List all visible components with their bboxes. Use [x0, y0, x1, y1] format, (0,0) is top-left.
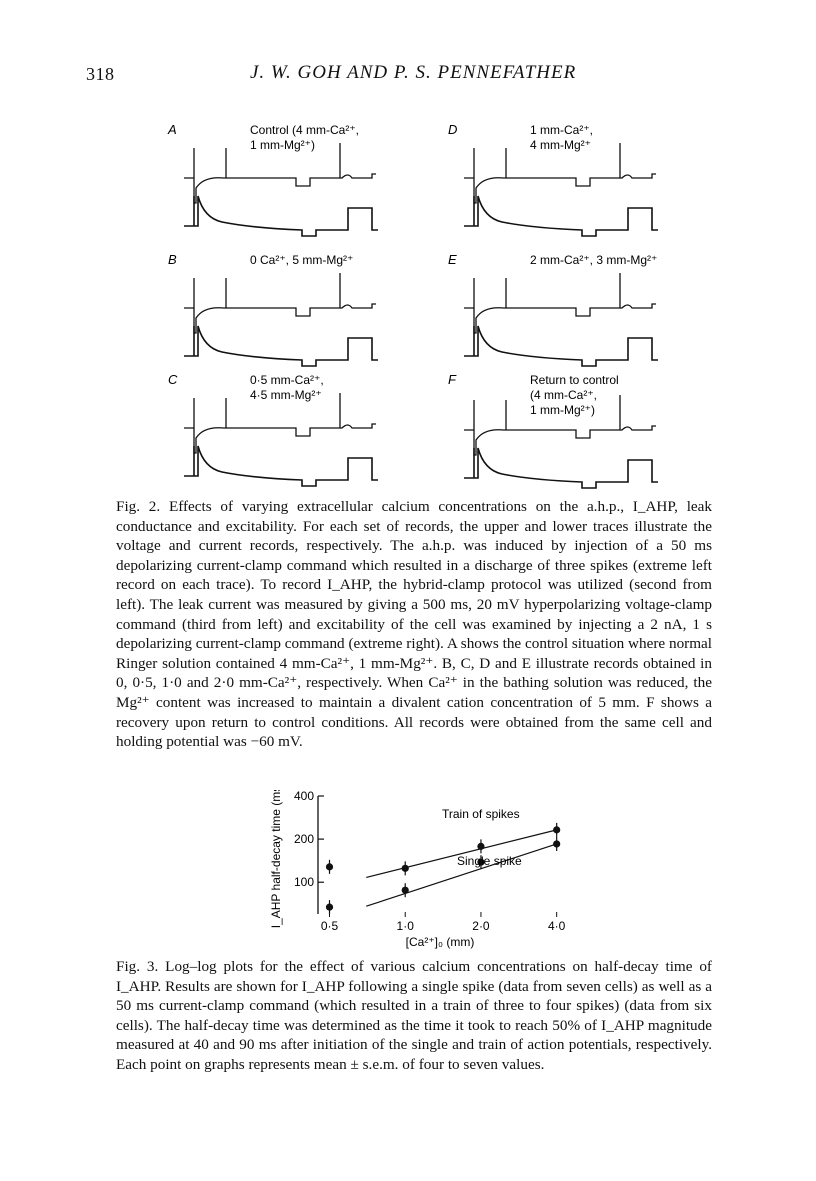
panel-label-line: Control (4 mm-Ca²⁺, — [250, 123, 360, 137]
voltage-trace — [184, 393, 376, 453]
x-tick-label: 4·0 — [547, 919, 566, 933]
panel-label-line: 1 mm-Mg²⁺) — [250, 138, 315, 152]
panel-letter: D — [448, 122, 458, 137]
voltage-trace — [184, 273, 376, 333]
panel-c — [168, 372, 378, 486]
data-point — [553, 840, 560, 847]
current-trace — [464, 326, 658, 366]
page-number: 318 — [86, 64, 115, 84]
chart-axes — [269, 790, 566, 949]
data-point — [326, 863, 333, 870]
figure-2 — [160, 120, 680, 490]
current-trace — [184, 196, 378, 236]
y-tick-label: 400 — [293, 790, 314, 803]
panel-label-line: Return to control — [530, 373, 619, 387]
current-trace — [184, 326, 378, 366]
panel-letter: A — [168, 122, 177, 137]
figure-3-chart — [262, 790, 582, 955]
panel-e — [448, 252, 658, 366]
panel-letter: E — [448, 252, 457, 267]
voltage-trace — [464, 143, 656, 203]
panel-letter: B — [168, 252, 177, 267]
panel-letter: C — [168, 372, 178, 387]
panel-a — [167, 122, 378, 236]
current-trace — [184, 446, 378, 486]
panel-label-line: 2 mm-Ca²⁺, 3 mm-Mg²⁺ — [530, 253, 658, 267]
panel-label-line: 1 mm-Ca²⁺, — [530, 123, 593, 137]
chart-marks — [326, 807, 560, 914]
figure-2-traces — [160, 120, 680, 490]
series-label: Train of spikes — [442, 807, 520, 821]
data-point — [553, 826, 560, 833]
running-title: J. W. GOH AND P. S. PENNEFATHER — [250, 62, 577, 83]
panel-letter: F — [448, 372, 456, 387]
panel-label-line: 0 Ca²⁺, 5 mm-Mg²⁺ — [250, 253, 354, 267]
data-point — [402, 865, 409, 872]
figure-3-caption-text: Fig. 3. Log–log plots for the effect of various calcium concentrations on half-decay time of I_AHP. Results are shown for I_AHP following a single spike (data from seven cells) as well as a 50 ms current-clamp command (which resulted in a train of three to four spikes) (data from six cells). The half-decay time was determined as the time it took to reach 50% of I_AHP magnitude measured at 40 and 90 ms after initiation of the single and train of action potentials, respectively. Each point on graphs represents mean ± s.e.m. of four to seven values. — [116, 958, 712, 1073]
x-tick-label: 0·5 — [320, 919, 339, 933]
panel-d — [448, 122, 658, 236]
figure-2-caption — [116, 497, 712, 752]
voltage-trace — [464, 273, 656, 333]
data-point — [326, 904, 333, 911]
figure-2-caption-text: Fig. 2. Effects of varying extracellular calcium concentrations on the a.h.p., I_AHP, leak conductance and excitability. For each set of records, the upper and lower traces illustrate the voltage and current records, respectively. The a.h.p. was induced by injection of a 50 ms depolarizing current-clamp command which resulted in a discharge of three spikes (extreme left record on each trace). To record I_AHP, the hybrid-clamp protocol was utilized (second from left). The leak current was measured by giving a 500 ms, 20 mV hyperpolarizing voltage-clamp command (third from left) and excitability of the cell was examined by injecting a 2 nA, 1 s depolarizing current-clamp command (extreme right). A shows the control situation where normal Ringer solution contained 4 mm-Ca²⁺, 1 mm-Mg²⁺. B, C, D and E illustrate records obtained in 0, 0·5, 1·0 and 2·0 mm-Ca²⁺, respectively. When Ca²⁺ in the bathing solution was reduced, the Mg²⁺ content was increased to maintain a divalent cation concentration of 5 mm. F shows a recovery upon return to control conditions. All records were obtained from the same cell and holding potential was −60 mV. — [116, 498, 712, 751]
y-axis-label: I_AHP half-decay time (ms) — [269, 790, 283, 929]
current-trace — [464, 196, 658, 236]
series-label: Single spike — [457, 854, 522, 868]
data-point — [402, 887, 409, 894]
panel-label-line: 4·5 mm-Mg²⁺ — [250, 388, 322, 402]
figure-3 — [262, 790, 582, 955]
y-tick-label: 100 — [293, 875, 314, 890]
figure-3-caption — [116, 957, 712, 1075]
data-point — [477, 843, 484, 850]
current-trace — [464, 448, 658, 488]
voltage-trace — [184, 143, 376, 203]
panel-label-line: 0·5 mm-Ca²⁺, — [250, 373, 324, 387]
x-axis-label: [Ca²⁺]₀ (mm) — [405, 935, 475, 949]
panel-label-line: 1 mm-Mg²⁺) — [530, 403, 595, 417]
panel-b — [168, 252, 378, 366]
x-tick-label: 1·0 — [396, 919, 414, 933]
panel-label-line: 4 mm-Mg²⁺ — [530, 138, 591, 152]
panel-f — [448, 372, 658, 488]
panel-label-line: (4 mm-Ca²⁺, — [530, 388, 597, 402]
x-tick-label: 2·0 — [472, 919, 490, 933]
y-tick-label: 200 — [293, 832, 314, 847]
